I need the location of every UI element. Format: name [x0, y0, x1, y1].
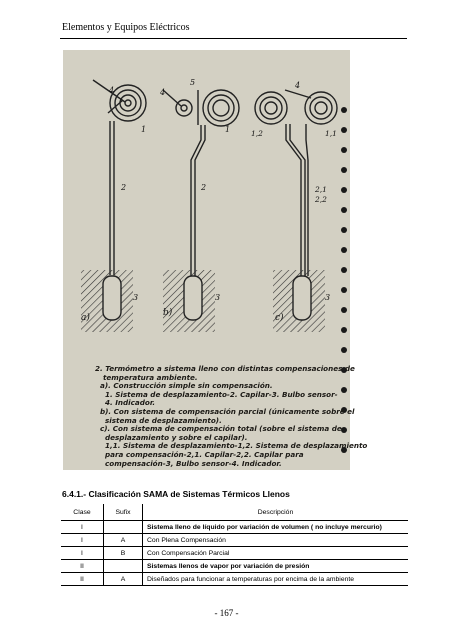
figure-caption — [95, 364, 368, 468]
label-c-4: 4 — [295, 81, 301, 90]
label-b-letter: b) — [163, 308, 173, 318]
cell-clase: II — [61, 573, 104, 586]
label-b-4: 4 — [160, 88, 166, 97]
table-row — [61, 560, 408, 573]
sama-classification-table — [61, 504, 408, 586]
column-header-sufix: Sufix — [104, 504, 143, 521]
label-a-3: 3 — [133, 293, 139, 302]
cell-clase: I — [61, 547, 104, 560]
caption-line: sistema de desplazamiento). — [105, 415, 222, 425]
cell-descripcion: Sistemas llenos de vapor por variación de presión — [143, 560, 409, 573]
table-row — [61, 573, 408, 586]
page-number: - 167 - — [214, 608, 239, 618]
caption-line: 4. Indicador. — [105, 398, 156, 408]
cell-clase: I — [61, 534, 104, 547]
table-header-row — [61, 504, 408, 521]
label-a-letter: a) — [81, 313, 90, 323]
cell-descripcion: Con Plena Compensación — [143, 534, 409, 547]
table-row — [61, 534, 408, 547]
column-header-descripcion: Descripción — [143, 504, 409, 521]
cell-sufix: A — [104, 534, 143, 547]
label-a-1: 1 — [141, 125, 147, 134]
label-b-2: 2 — [201, 183, 207, 192]
caption-line: b). Con sistema de compensación parcial (únicamente sobre el — [100, 406, 355, 416]
caption-line: 1,1. Sistema de desplazamiento-1,2. Sistema de desplazamiento — [105, 441, 368, 451]
label-c-11: 1,1 — [325, 129, 337, 138]
label-a-4: 4 — [109, 86, 115, 95]
label-c-3: 3 — [325, 293, 331, 302]
label-c-letter: c) — [275, 313, 284, 323]
caption-line: 2. Termómetro a sistema lleno con distintas compensaciones de — [95, 364, 355, 373]
cell-clase: I — [61, 521, 104, 534]
label-a-2: 2 — [121, 183, 127, 192]
label-c-21: 2,1 — [315, 185, 327, 194]
caption-line: a). Construcción simple sin compensación. — [100, 381, 273, 391]
section-heading: 6.4.1.- Clasificación SAMA de Sistemas Térmicos Llenos — [62, 489, 290, 499]
cell-sufix: B — [104, 547, 143, 560]
cell-descripcion: Con Compensación Parcial — [143, 547, 409, 560]
label-b-3: 3 — [215, 293, 221, 302]
caption-line: c). Con sistema de compensación total (sobre el sistema de — [100, 424, 342, 434]
caption-line: para compensación-2,1. Capilar-2,2. Capilar para — [105, 449, 304, 459]
column-header-clase: Clase — [61, 504, 104, 521]
cell-descripcion: Sistema lleno de líquido por variación de volumen ( no incluye mercurio) — [143, 521, 409, 534]
cell-sufix — [104, 521, 143, 534]
cell-clase: II — [61, 560, 104, 573]
cell-sufix: A — [104, 573, 143, 586]
header-divider — [60, 38, 407, 39]
caption-line: 1. Sistema de desplazamiento-2. Capilar-3. Bulbo sensor- — [105, 389, 338, 399]
running-header: Elementos y Equipos Eléctricos — [62, 22, 190, 33]
caption-line: temperatura ambiente. — [103, 372, 198, 382]
label-b-1: 1 — [225, 125, 231, 134]
caption-line: compensación-3, Bulbo sensor-4. Indicador. — [105, 458, 282, 468]
caption-line: desplazamiento y sobre el capilar). — [105, 432, 248, 442]
label-b-5: 5 — [190, 78, 196, 87]
table-row — [61, 521, 408, 534]
table-row — [61, 547, 408, 560]
cell-descripcion: Diseñados para funcionar a temperaturas por encima de la ambiente — [143, 573, 409, 586]
cell-sufix — [104, 560, 143, 573]
label-c-22: 2,2 — [315, 195, 327, 204]
label-c-12: 1,2 — [251, 129, 263, 138]
